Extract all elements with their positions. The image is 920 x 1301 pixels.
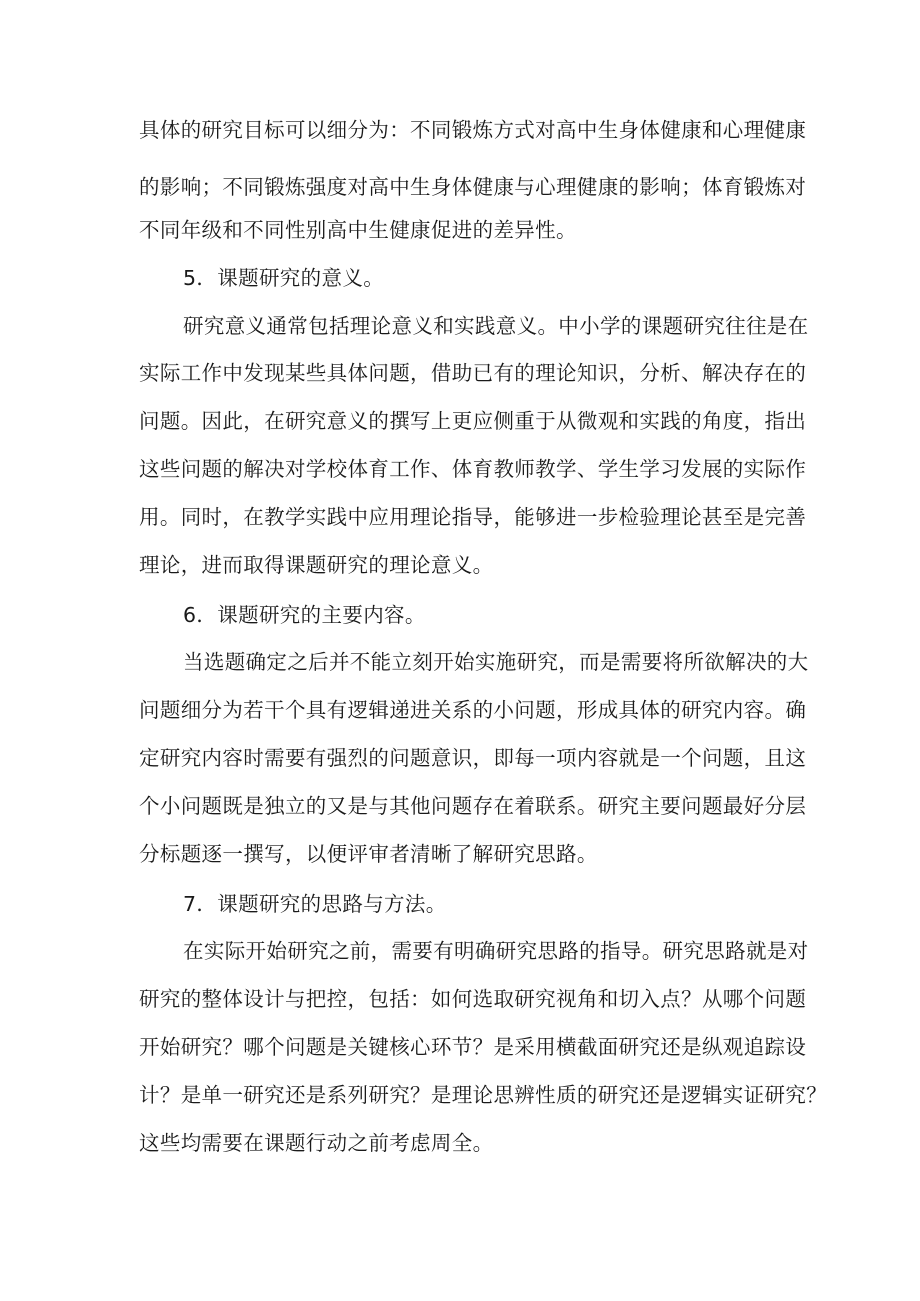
text-line: 这些问题的解决对学校体育工作、体育教师教学、学生学习发展的实际作 (139, 457, 807, 481)
text-line: 具体的研究目标可以细分为：不同锻炼方式对高中生身体健康和心理健康 (139, 118, 807, 142)
text-line: 研究的整体设计与把控，包括：如何选取研究视角和切入点？从哪个问题 (139, 987, 807, 1011)
text-line: 的影响；不同锻炼强度对高中生身体健康与心理健康的影响；体育锻炼对 (139, 175, 807, 199)
section-heading-5: 5．课题研究的意义。 (183, 266, 385, 290)
text-line: 实际工作中发现某些具体问题，借助已有的理论知识，分析、解决存在的 (139, 361, 807, 385)
text-line: 问题。因此，在研究意义的撰写上更应侧重于从微观和实践的角度，指出 (139, 409, 807, 433)
section-heading-6: 6．课题研究的主要内容。 (183, 603, 426, 627)
text-line: 个小问题既是独立的又是与其他问题存在着联系。研究主要问题最好分层 (139, 794, 807, 818)
text-line: 开始研究？哪个问题是关键核心环节？是采用横截面研究还是纵观追踪设 (139, 1035, 807, 1059)
text-line: 计？是单一研究还是系列研究？是理论思辨性质的研究还是逻辑实证研究？ (139, 1083, 828, 1107)
text-line: 当选题确定之后并不能立刻开始实施研究，而是需要将所欲解决的大 (183, 650, 809, 674)
text-line: 不同年级和不同性别高中生健康促进的差异性。 (139, 218, 577, 242)
text-line: 用。同时，在教学实践中应用理论指导，能够进一步检验理论甚至是完善 (139, 505, 807, 529)
section-heading-7: 7．课题研究的思路与方法。 (183, 892, 447, 916)
text-line: 这些均需要在课题行动之前考虑周全。 (139, 1131, 494, 1155)
text-line: 理论，进而取得课题研究的理论意义。 (139, 553, 494, 577)
text-line: 问题细分为若干个具有逻辑递进关系的小问题，形成具体的研究内容。确 (139, 698, 807, 722)
text-line: 定研究内容时需要有强烈的问题意识，即每一项内容就是一个问题，且这 (139, 746, 807, 770)
text-line: 分标题逐一撰写，以便评审者清晰了解研究思路。 (139, 842, 598, 866)
text-line: 研究意义通常包括理论意义和实践意义。中小学的课题研究往往是在 (183, 314, 809, 338)
text-line: 在实际开始研究之前，需要有明确研究思路的指导。研究思路就是对 (183, 939, 809, 963)
